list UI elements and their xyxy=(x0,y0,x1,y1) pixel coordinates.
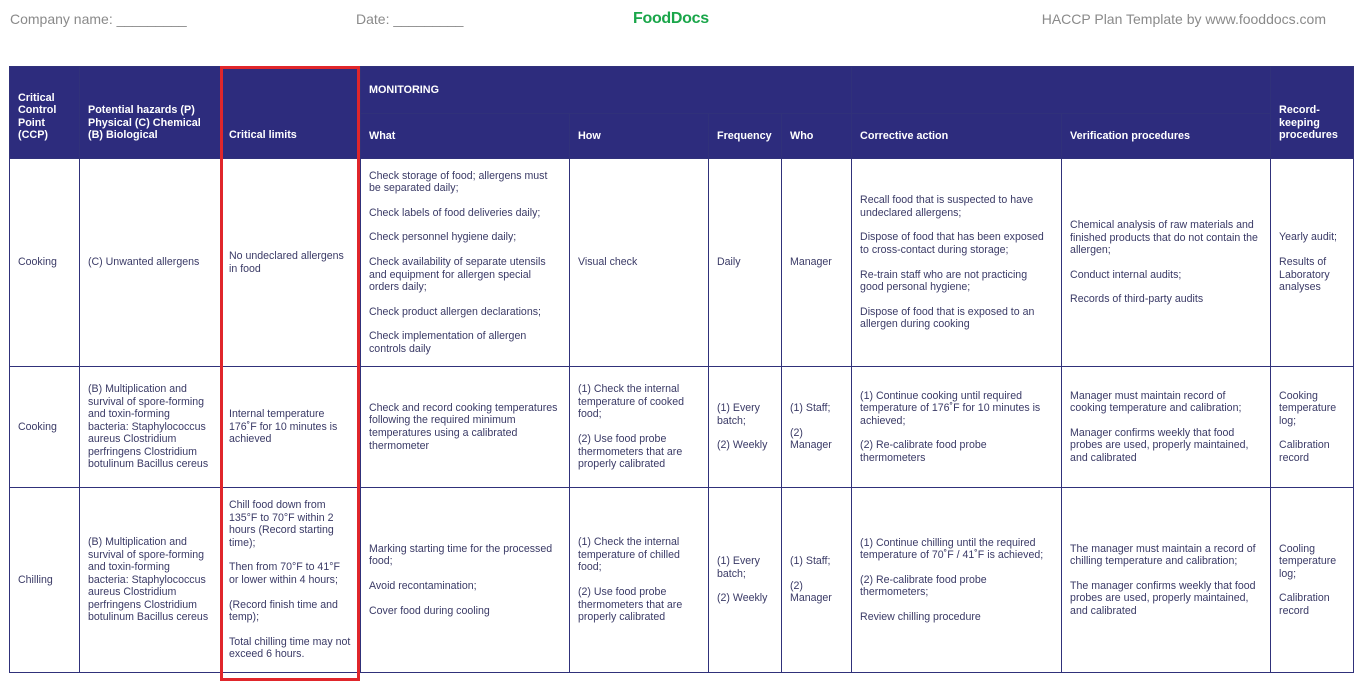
ccp-cell: Chilling xyxy=(10,488,80,673)
col-limits-header: Critical limits xyxy=(221,67,361,159)
fooddocs-logo: FoodDocs xyxy=(633,10,709,27)
how-line: (1) Check the internal temperature of chilled food; xyxy=(578,536,680,574)
corrective-line: Re-train staff who are not practicing good personal hygiene; xyxy=(860,268,1028,294)
how-line: Visual check xyxy=(578,256,638,269)
limits-line: Chill food down from 135°F to 70°F within 2 hours (Record starting time); xyxy=(229,499,334,549)
template-credit: HACCP Plan Template by www.fooddocs.com xyxy=(1041,11,1326,27)
who-line: (1) Staff; xyxy=(790,402,831,415)
corrective-line: (2) Re-calibrate food probe thermometers; xyxy=(860,573,987,599)
table-row xyxy=(10,488,1354,673)
how-cell xyxy=(570,488,709,673)
record-line: Yearly audit; xyxy=(1279,231,1337,244)
frequency-line: (1) Every batch; xyxy=(717,402,760,427)
what-line: Check product allergen declarations; xyxy=(369,305,541,318)
col-hazards-header: Potential hazards (P) Physical (C) Chemical (B) Biological xyxy=(80,67,221,159)
verification-line: The manager confirms weekly that food probes are used, properly maintained, and calibrated xyxy=(1070,579,1256,617)
frequency-line: (1) Every batch; xyxy=(717,555,760,580)
col-corrective-header: Corrective action xyxy=(852,114,1062,159)
col-what-header: What xyxy=(361,114,570,159)
record-line: Cooling temperature log; xyxy=(1279,542,1337,580)
what-line: Check personnel hygiene daily; xyxy=(369,231,517,244)
what-line: Check storage of food; allergens must be separated daily; xyxy=(369,169,548,195)
what-line: Check implementation of allergen controls daily xyxy=(369,330,527,355)
verification-line: The manager must maintain a record of chilling temperature and calibration; xyxy=(1070,542,1256,568)
frequency-line: Daily xyxy=(717,256,741,269)
verification-line: Manager confirms weekly that food probes are used, properly maintained, and calibrated xyxy=(1070,426,1249,464)
record-cell xyxy=(1271,159,1354,367)
limits-line: Total chilling time may not exceed 6 hours. xyxy=(229,635,351,661)
col-how-header: How xyxy=(570,114,709,159)
how-line: (2) Use food probe thermometers that are properly calibrated xyxy=(578,586,683,624)
who-cell xyxy=(782,488,852,673)
limits-cell xyxy=(221,488,361,673)
corrective-line: Dispose of food that has been exposed to cross-contact during storage; xyxy=(860,231,1044,256)
what-line: Avoid recontamination; xyxy=(369,580,477,592)
how-cell xyxy=(570,367,709,488)
who-line: Manager xyxy=(790,256,832,269)
how-line: (1) Check the internal temperature of cooked food; xyxy=(578,383,684,421)
who-line: (1) Staff; xyxy=(790,555,831,568)
record-cell xyxy=(1271,488,1354,673)
how-cell xyxy=(570,159,709,367)
limits-line: Then from 70°F to 41°F or lower within 4 hours; xyxy=(229,561,340,586)
what-cell xyxy=(361,367,570,488)
what-cell xyxy=(361,159,570,367)
corrective-line: Recall food that is suspected to have undeclared allergens; xyxy=(860,194,1034,219)
corrective-line: (2) Re-calibrate food probe thermometers xyxy=(860,439,987,464)
hazard-cell: (B) Multiplication and survival of spore-forming and toxin-forming bacteria: Staphylococcus aureus Clostridium perfringens Clostridium botulinum Bacillus cereus xyxy=(80,367,221,488)
what-cell xyxy=(361,488,570,673)
corrective-cell xyxy=(852,159,1062,367)
ccp-cell: Cooking xyxy=(10,367,80,488)
col-record-header: Record-keeping procedures xyxy=(1271,67,1354,159)
date-field: Date: _________ xyxy=(356,11,464,27)
haccp-plan-table xyxy=(9,66,1354,673)
corrective-line: Dispose of food that is exposed to an allergen during cooking xyxy=(860,305,1035,331)
hazard-cell: (C) Unwanted allergens xyxy=(80,159,221,367)
col-ccp-header: Critical Control Point (CCP) xyxy=(10,67,80,159)
verification-cell xyxy=(1062,159,1271,367)
col-frequency-header: Frequency xyxy=(709,114,782,159)
col-who-header: Who xyxy=(782,114,852,159)
verification-line: Conduct internal audits; xyxy=(1070,268,1182,281)
record-line: Cooking temperature log; xyxy=(1279,389,1337,427)
limits-line: Internal temperature 176˚F for 10 minutes is achieved xyxy=(229,408,338,446)
corrective-line: Review chilling procedure xyxy=(860,610,981,623)
frequency-cell xyxy=(709,367,782,488)
verification-cell xyxy=(1062,367,1271,488)
limits-line: (Record finish time and temp); xyxy=(229,598,338,624)
what-line: Cover food during cooling xyxy=(369,604,490,617)
verification-cell xyxy=(1062,488,1271,673)
who-line: (2) Manager xyxy=(790,579,832,605)
who-line: (2) Manager xyxy=(790,426,832,452)
limits-cell xyxy=(221,159,361,367)
verification-line: Chemical analysis of raw materials and finished products that do not contain the allergen; xyxy=(1070,219,1258,257)
verification-line: Manager must maintain record of cooking temperature and calibration; xyxy=(1070,389,1242,415)
col-verification-header: Verification procedures xyxy=(1062,114,1271,159)
what-line: Check labels of food deliveries daily; xyxy=(369,206,541,219)
record-line: Calibration record xyxy=(1279,439,1330,464)
record-line: Calibration record xyxy=(1279,592,1330,617)
table-row xyxy=(10,367,1354,488)
what-line: Marking starting time for the processed food; xyxy=(369,542,553,568)
who-cell xyxy=(782,159,852,367)
hazard-cell: (B) Multiplication and survival of spore-forming and toxin-forming bacteria: Staphylococcus aureus Clostridium perfringens Clostridium botulinum Bacillus cereus xyxy=(80,488,221,673)
who-cell xyxy=(782,367,852,488)
corrective-line: (1) Continue cooking until required temperature of 176˚F for 10 minutes is achieved; xyxy=(860,389,1041,427)
limits-line: No undeclared allergens in food xyxy=(229,249,344,275)
record-cell xyxy=(1271,367,1354,488)
ccp-cell: Cooking xyxy=(10,159,80,367)
table-row xyxy=(10,159,1354,367)
frequency-cell xyxy=(709,159,782,367)
monitoring-group-header: MONITORING xyxy=(361,67,852,114)
frequency-cell xyxy=(709,488,782,673)
limits-cell xyxy=(221,367,361,488)
verification-line: Records of third-party audits xyxy=(1070,293,1204,306)
what-line: Check availability of separate utensils and equipment for allergen special orders daily; xyxy=(369,255,546,294)
page-header xyxy=(0,0,1360,40)
frequency-line: (2) Weekly xyxy=(717,592,768,605)
frequency-line: (2) Weekly xyxy=(717,439,768,452)
corrective-cell xyxy=(852,367,1062,488)
how-line: (2) Use food probe thermometers that are properly calibrated xyxy=(578,433,683,471)
corrective-cell xyxy=(852,488,1062,673)
company-name-field: Company name: _________ xyxy=(10,11,187,27)
corrective-line: (1) Continue chilling until the required temperature of 70˚F / 41˚F is achieved; xyxy=(860,536,1044,562)
what-line: Check and record cooking temperatures following the required minimum temperatures using a calibrated thermometer xyxy=(369,401,558,452)
header-spacer xyxy=(852,67,1271,114)
record-line: Results of Laboratory analyses xyxy=(1279,255,1330,294)
